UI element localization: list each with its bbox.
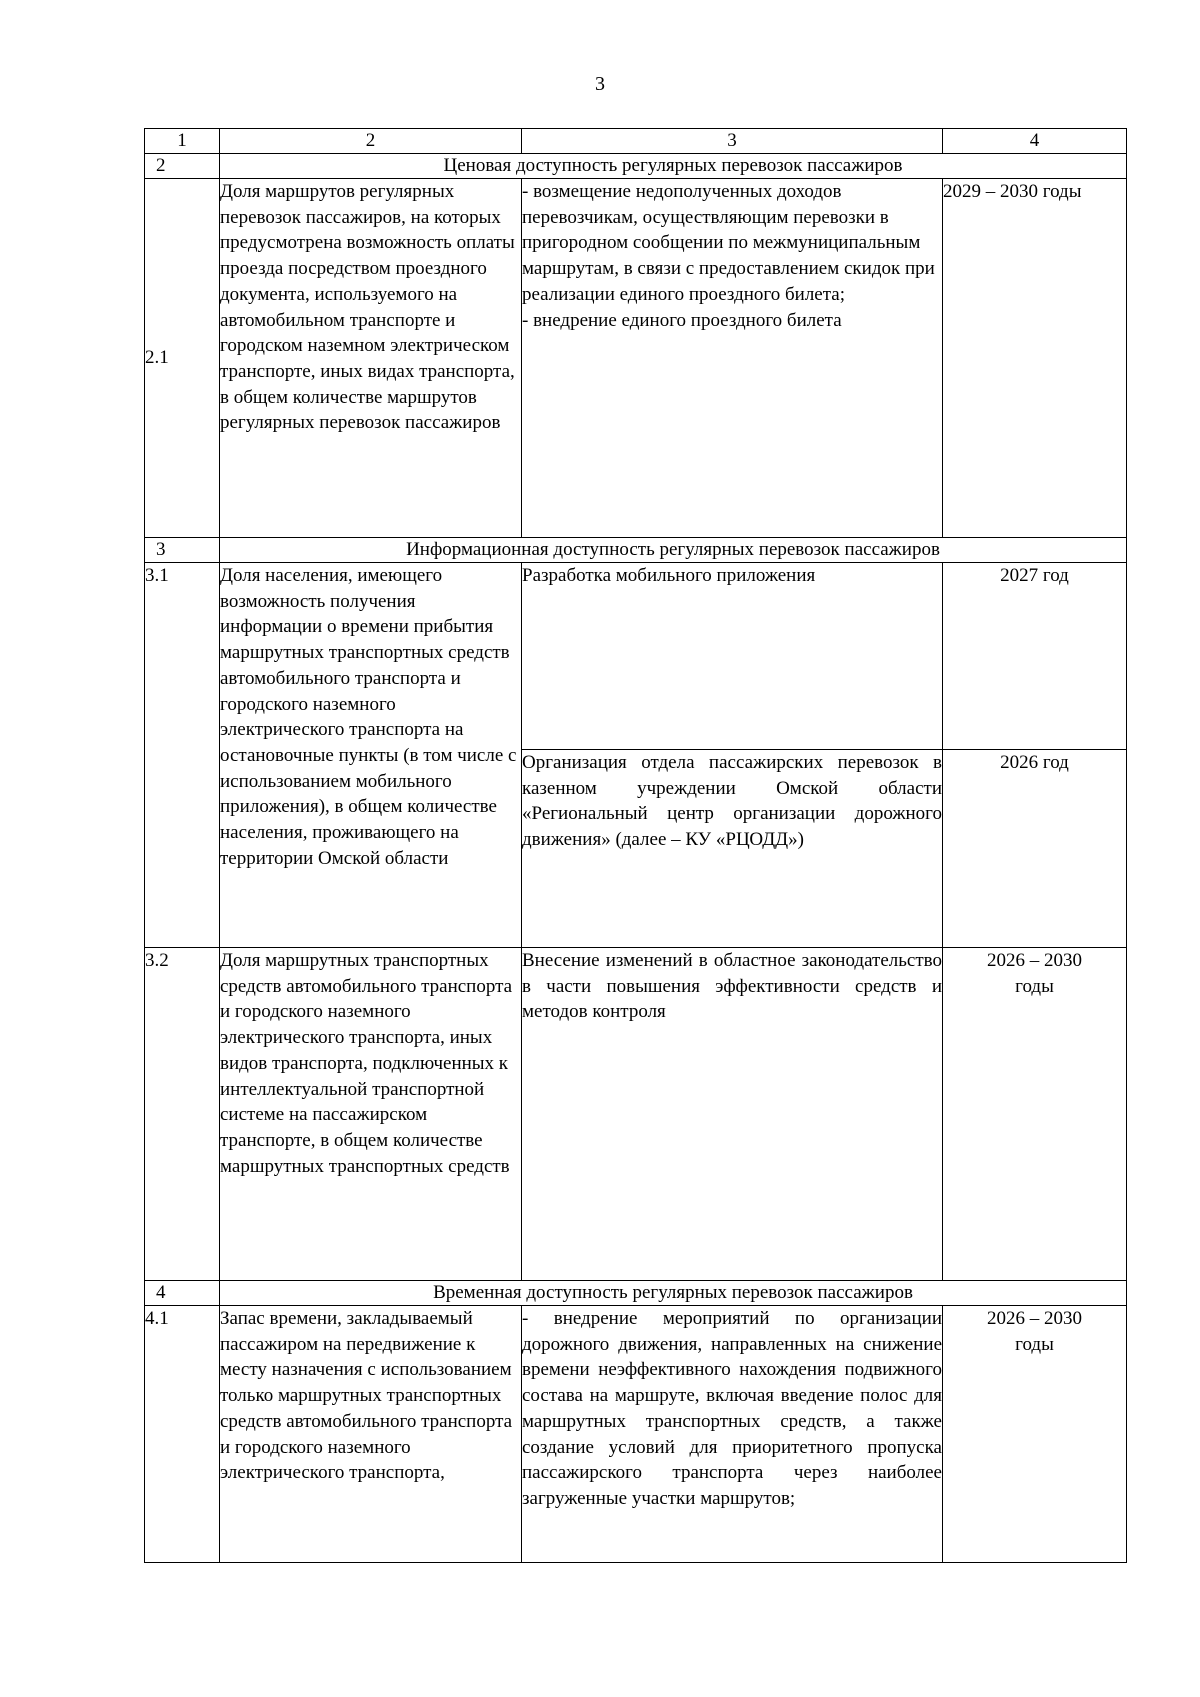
section-number: 2 bbox=[145, 154, 220, 179]
period-cell: 2026 – 2030 годы bbox=[943, 948, 1127, 1281]
period-cell: 2026 – 2030 годы bbox=[943, 1306, 1127, 1563]
table-header-row bbox=[145, 129, 1127, 154]
section-title: Информационная доступность регулярных перевозок пассажиров bbox=[220, 538, 1127, 563]
measure-item: - возмещение недополученных доходов перевозчикам, осуществляющим перевозки в пригородном сообщении по межмуниципальным маршрутам, в связи с предоставлением скидок при реализации единого проездного билета; bbox=[522, 181, 935, 305]
measures-cell bbox=[522, 179, 943, 538]
section-row bbox=[145, 538, 1127, 563]
page-number: 3 bbox=[595, 73, 605, 95]
table-row bbox=[145, 179, 1127, 538]
measures-cell: - внедрение мероприятий по организации дорожного движения, направленных на снижение времени неэффективного нахождения подвижного состава на маршруте, включая введение полос для маршрутных транспортных средств, а также создание условий для приоритетного пропуска пассажирского транспорта через наиболее загруженные участки маршрутов; bbox=[522, 1306, 943, 1563]
table-row bbox=[145, 1306, 1127, 1563]
row-number: 3.1 bbox=[145, 563, 220, 948]
indicator-cell: Доля населения, имеющего возможность получения информации о времени прибытия маршрутных транспортных средств автомобильного транспорта и городского наземного электрического транспорта на остановочные пункты (в том числе с использованием мобильного приложения), в общем количестве населения, проживающего на территории Омской области bbox=[220, 563, 522, 948]
measures-cell: Внесение изменений в областное законодательство в части повышения эффективности средств и методов контроля bbox=[522, 948, 943, 1281]
measures-table bbox=[144, 128, 1127, 1563]
header-cell: 2 bbox=[220, 129, 522, 154]
row-number: 3.2 bbox=[145, 948, 220, 1281]
period-cell: 2027 год bbox=[943, 563, 1127, 750]
section-number: 3 bbox=[145, 538, 220, 563]
measures-cell: Организация отдела пассажирских перевозок в казенном учреждении Омской области «Региональный центр организации дорожного движения» (далее – КУ «РЦОДД») bbox=[522, 750, 943, 948]
header-cell: 3 bbox=[522, 129, 943, 154]
period-cell: 2026 год bbox=[943, 750, 1127, 948]
section-row bbox=[145, 1281, 1127, 1306]
row-number: 2.1 bbox=[145, 179, 220, 538]
row-number: 4.1 bbox=[145, 1306, 220, 1563]
section-title: Временная доступность регулярных перевозок пассажиров bbox=[220, 1281, 1127, 1306]
header-cell: 4 bbox=[943, 129, 1127, 154]
indicator-cell: Доля маршрутных транспортных средств автомобильного транспорта и городского наземного электрического транспорта, иных видов транспорта, подключенных к интеллектуальной транспортной системе на пассажирском транспорте, в общем количестве маршрутных транспортных средств bbox=[220, 948, 522, 1281]
section-number: 4 bbox=[145, 1281, 220, 1306]
header-cell: 1 bbox=[145, 129, 220, 154]
section-row bbox=[145, 154, 1127, 179]
table-row bbox=[145, 948, 1127, 1281]
section-title: Ценовая доступность регулярных перевозок пассажиров bbox=[220, 154, 1127, 179]
table-row bbox=[145, 563, 1127, 750]
measure-item: - внедрение единого проездного билета bbox=[522, 309, 842, 331]
indicator-cell: Доля маршрутов регулярных перевозок пассажиров, на которых предусмотрена возможность оплаты проезда посредством проездного документа, используемого на автомобильном транспорте и городском наземном электрическом транспорте, иных видах транспорта, в общем количестве маршрутов регулярных перевозок пассажиров bbox=[220, 179, 522, 538]
period-cell: 2029 – 2030 годы bbox=[943, 179, 1127, 538]
indicator-cell: Запас времени, закладываемый пассажиром на передвижение к месту назначения с использованием только маршрутных транспортных средств автомобильного транспорта и городского наземного электрического транспорта, bbox=[220, 1306, 522, 1563]
measures-cell: Разработка мобильного приложения bbox=[522, 563, 943, 750]
